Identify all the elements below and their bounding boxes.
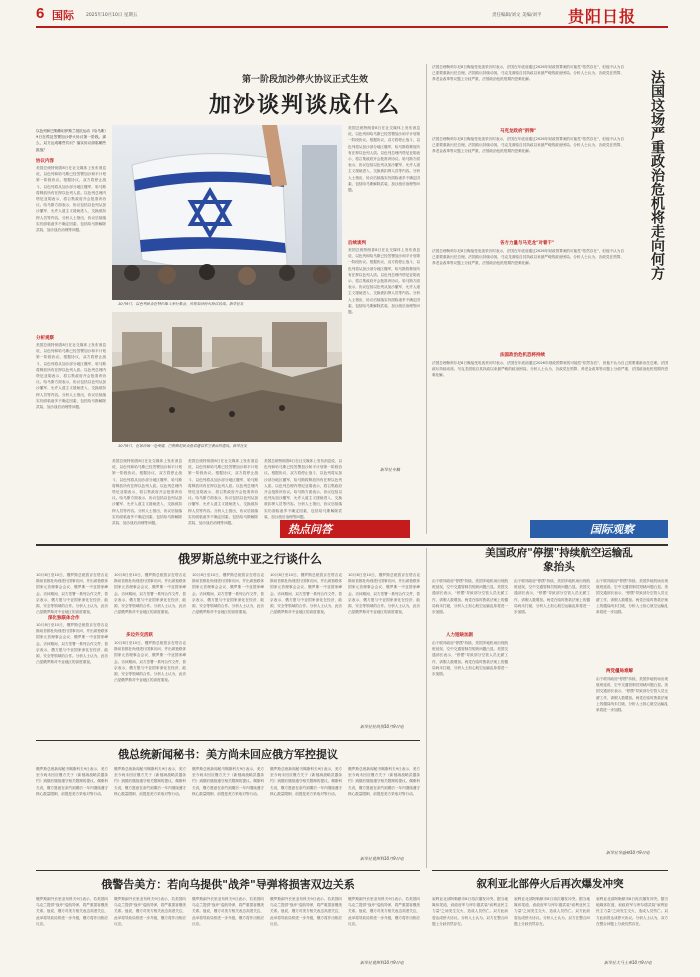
banner-intl-view xyxy=(530,520,668,538)
russia-subhead-2: 多边外交活跃 xyxy=(126,633,153,638)
warn-body-col4: 俄罗斯副外长里亚布科夫9日表示，若美国向乌克兰提供"战斧"巡航导弹，将严重损害俄美关系。他说，俄方对美方相关表态高度关注，此举将导致局势进一步升级，俄方将作出相应反应。 xyxy=(270,897,342,926)
warn-byline: 新华社莫斯科10月9日电 xyxy=(360,960,404,965)
issue-date: 2025年10月10日 星期五 xyxy=(86,13,138,18)
arms-body-col4: 俄罗斯总统新闻秘书佩斯科夫9日表示，美方至今尚未回应俄方关于《新削减战略武器条约》到期后继续遵守相关限制的提议。佩斯科夫说，俄方愿意在条约到期后一年内继续遵守核心数量限制，前提是美方采取对等行动。 xyxy=(270,767,342,796)
arms-byline: 新华社莫斯科10月9日电 xyxy=(360,856,404,861)
france-body-col4: 法国总理勒科尔尼8日晚接受电视采访时表示，法国在年底前通过2026年财政预算案的可能性"依然存在"，但他不认为自己需要重新出任总理。法国政坛持续动荡，马克龙面临自其执政以来最严峻的政治困局。分析人士认为，各政党在预算、养老金改革等议题上分歧严重，法国政治危机短期内恐难化解。 xyxy=(432,361,668,378)
france-body-col1: 法国总理勒科尔尼8日晚接受电视采访时表示，法国在年底前通过2026年财政预算案的可能性"依然存在"，但他不认为自己需要重新出任总理。法国政坛持续动荡，马克龙面临自其执政以来最严峻的政治困局。分析人士认为，各政党在预算、养老金改革等议题上分歧严重，法国政治危机短期内恐难化解。 xyxy=(432,65,624,82)
editors-line: 责任编辑/刘文 美编/刘平 xyxy=(492,13,542,18)
lead-subhead-1: 协议内容 xyxy=(36,159,54,164)
photo2-caption: 10月9日，在加沙城一处废墟，巴勒斯坦民众查看遭以军空袭后的建筑。新华社发 xyxy=(118,444,248,448)
lead-body-col1b: 美国总统特朗普8日在社交媒体上发布消息说，以色列和哈马斯已经签署加沙和平计划第一阶段协议。根据协议，双方将停止战斗，以色列将从加沙部分地区撤军，哈马斯将释放所有在押以色列人质。以色列总理内塔尼亚胡表示，将召集政府开会批准该协议。哈马斯方面表示，协议包括以色列从加沙撤军、允许人道主义援助进入、交换被扣押人员等内容。分析人士指出，协议后续落实仍面临诸多不确定因素，包括哈马斯解除武装、加沙战后治理等问题。 xyxy=(36,343,106,410)
photo1-caption: 10月9日，以色列民众在特拉维夫举行集会，庆祝加沙停火协议达成。新华社发 xyxy=(118,302,244,306)
arms-body-col3: 俄罗斯总统新闻秘书佩斯科夫9日表示，美方至今尚未回应俄方关于《新削减战略武器条约》到期后继续遵守相关限制的提议。佩斯科夫说，俄方愿意在条约到期后一年内继续遵守核心数量限制，前提是美方采取对等行动。 xyxy=(192,767,264,796)
syria-body-col1: 叙利亚北部阿勒颇市8日再次爆发冲突。据当地媒体报道，叙政府军与库尔德武装"叙利亚民主力量"之间发生交火，造成人员伤亡。双方此前曾达成停火协议。分析人士认为，双方在整合问题上分歧仍然存在。 xyxy=(432,897,508,926)
banner-hot-qa-label: 热点问答 xyxy=(288,523,332,536)
photo-tel-aviv-rally xyxy=(112,125,342,300)
lead-body-col4: 美国总统特朗普8日在社交媒体上发布消息说，以色列和哈马斯已经签署加沙和平计划第一阶段协议。根据协议，双方将停止战斗，以色列将从加沙部分地区撤军，哈马斯将释放所有在押以色列人质。以色列总理内塔尼亚胡表示，将召集政府开会批准该协议。哈马斯方面表示，协议包括以色列从加沙撤军、允许人道主义援助进入、交换被扣押人员等内容。分析人士指出，协议后续落实仍面临诸多不确定因素，包括哈马斯解除武装、加沙战后治理等问题。 xyxy=(264,459,342,519)
arms-body-col5: 俄罗斯总统新闻秘书佩斯科夫9日表示，美方至今尚未回应俄方关于《新削减战略武器条约》到期后继续遵守相关限制的提议。佩斯科夫说，俄方愿意在条约到期后一年内继续遵守核心数量限制，前提是美方采取对等行动。 xyxy=(348,767,420,796)
russia-subhead-1: 深化独联体合作 xyxy=(48,616,80,621)
france-headline: 法国这场严重政治危机将走向何方 xyxy=(649,70,665,280)
masthead-logo: 贵阳日报 xyxy=(568,7,637,26)
syria-body-col3: 叙利亚北部阿勒颇市8日再次爆发冲突。据当地媒体报道，叙政府军与库尔德武装"叙利亚民主力量"之间发生交火，造成人员伤亡。双方此前曾达成停火协议。分析人士认为，双方在整合问题上分歧仍然存在。 xyxy=(596,897,668,926)
warn-body-col3: 俄罗斯副外长里亚布科夫9日表示，若美国向乌克兰提供"战斧"巡航导弹，将严重损害俄美关系。他说，俄方对美方相关表态高度关注，此举将导致局势进一步升级，俄方将作出相应反应。 xyxy=(192,897,264,926)
lead-subhead-2: 分析观察 xyxy=(36,336,54,341)
banner-intl-view-label: 国际观察 xyxy=(590,523,634,536)
divider-syria xyxy=(432,870,668,871)
photo-gaza-ruins xyxy=(112,312,342,442)
header-rule xyxy=(36,26,668,28)
lead-byline: 新华社专稿 xyxy=(380,467,400,472)
lead-intro: 以色列和巴勒斯坦伊斯兰抵抗运动（哈马斯）9日在埃及签署加沙停火协议第一阶段。那么，双方达成哪些共识？落实协议面临哪些挑战？ xyxy=(36,129,106,152)
russia-body-col4: 10月8日至10日，俄罗斯总统普京在塔吉克斯坦首都杜尚别进行国事访问，并出席独联体国家元首理事会会议、俄罗斯－中亚国家峰会。访问期间，双方签署一系列合作文件，普京表示，俄方愿与中亚国家深化在经济、能源、安全等领域的合作。分析人士认为，此访凸显俄罗斯对中亚地区的高度重视。 xyxy=(270,573,342,615)
warn-body-col1: 俄罗斯副外长里亚布科夫9日表示，若美国向乌克兰提供"战斧"巡航导弹，将严重损害俄美关系。他说，俄方对美方相关表态高度关注，此举将导致局势进一步升级，俄方将作出相应反应。 xyxy=(36,897,108,926)
lead-headline: 加沙谈判谈成什么 xyxy=(208,93,401,118)
us-body-col2: 由于联邦政府"停摆"持续，美国多地机场出现航班延误，空中交通管制员短缺问题凸显。美国交通部长表示，"停摆"导致部分空管人员无薪工作，请假人数增加。两党在临时拨款法案上的僵局尚未打破，分析人士担心航空运输乱象将进一步加剧。 xyxy=(514,579,590,615)
divider-right xyxy=(426,64,427,534)
page-header xyxy=(0,0,700,60)
france-subhead-2: 各方力量与马克龙"对着干" xyxy=(500,241,555,246)
lead-kicker: 第一阶段加沙停火协议正式生效 xyxy=(241,75,368,85)
us-subhead-1: 人力短缺加剧 xyxy=(446,633,473,638)
lead-body-col5b: 美国总统特朗普8日在社交媒体上发布消息说，以色列和哈马斯已经签署加沙和平计划第一阶段协议。根据协议，双方将停止战斗，以色列将从加沙部分地区撤军，哈马斯将释放所有在押以色列人质。以色列总理内塔尼亚胡表示，将召集政府开会批准该协议。哈马斯方面表示，协议包括以色列从加沙撤军、允许人道主义援助进入、交换被扣押人员等内容。分析人士指出，协议后续落实仍面临诸多不确定因素，包括哈马斯解除武装、加沙战后治理等问题。 xyxy=(348,248,420,315)
divider-us xyxy=(426,548,427,868)
arms-headline: 俄总统新闻秘书：美方尚未回应俄方军控提议 xyxy=(118,748,338,761)
arms-body-col1: 俄罗斯总统新闻秘书佩斯科夫9日表示，美方至今尚未回应俄方关于《新削减战略武器条约》到期后继续遵守相关限制的提议。佩斯科夫说，俄方愿意在条约到期后一年内继续遵守核心数量限制，前提是美方采取对等行动。 xyxy=(36,767,108,796)
lead-body-col3: 美国总统特朗普8日在社交媒体上发布消息说，以色列和哈马斯已经签署加沙和平计划第一阶段协议。根据协议，双方将停止战斗，以色列将从加沙部分地区撤军，哈马斯将释放所有在押以色列人质。以色列总理内塔尼亚胡表示，将召集政府开会批准该协议。哈马斯方面表示，协议包括以色列从加沙撤军、允许人道主义援助进入、交换被扣押人员等内容。分析人士指出，协议后续落实仍面临诸多不确定因素，包括哈马斯解除武装、加沙战后治理等问题。 xyxy=(188,459,258,526)
russia-headline: 俄罗斯总统中亚之行谈什么 xyxy=(177,552,322,566)
syria-body-col2: 叙利亚北部阿勒颇市8日再次爆发冲突。据当地媒体报道，叙政府军与库尔德武装"叙利亚民主力量"之间发生交火，造成人员伤亡。双方此前曾达成停火协议。分析人士认为，双方在整合问题上分歧仍然存在。 xyxy=(514,897,590,926)
france-body-col2: 法国总理勒科尔尼8日晚接受电视采访时表示，法国在年底前通过2026年财政预算案的可能性"依然存在"，但他不认为自己需要重新出任总理。法国政坛持续动荡，马克龙面临自其执政以来最严峻的政治困局。分析人士认为，各政党在预算、养老金改革等议题上分歧严重，法国政治危机短期内恐难化解。 xyxy=(432,137,624,154)
russia-byline: 新华社杜尚别10月9日电 xyxy=(360,724,404,729)
russia-body-col1b: 10月8日至10日，俄罗斯总统普京在塔吉克斯坦首都杜尚别进行国事访问，并出席独联体国家元首理事会会议、俄罗斯－中亚国家峰会。访问期间，双方签署一系列合作文件，普京表示，俄方愿与中亚国家深化在经济、能源、安全等领域的合作。分析人士认为，此访凸显俄罗斯对中亚地区的高度重视。 xyxy=(36,623,108,665)
russia-body-col3: 10月8日至10日，俄罗斯总统普京在塔吉克斯坦首都杜尚别进行国事访问，并出席独联体国家元首理事会会议、俄罗斯－中亚国家峰会。访问期间，双方签署一系列合作文件，普京表示，俄方愿与中亚国家深化在经济、能源、安全等领域的合作。分析人士认为，此访凸显俄罗斯对中亚地区的高度重视。 xyxy=(192,573,264,615)
france-subhead-3: 法国政治危机恐将持续 xyxy=(500,353,545,358)
us-headline: 美国政府"停摆"持续航空运输乱象抬头 xyxy=(485,547,633,573)
france-subhead-1: 马克龙政府"拆弹" xyxy=(500,129,537,134)
syria-headline: 叙利亚北部停火后再次爆发冲突 xyxy=(476,878,624,890)
warn-headline: 俄警告美方：若向乌提供"战斧"导弹将损害双边关系 xyxy=(101,878,355,891)
lead-subhead-3: 后续谈判 xyxy=(348,241,366,246)
us-body-col1b: 由于联邦政府"停摆"持续，美国多地机场出现航班延误，空中交通管制员短缺问题凸显。美国交通部长表示，"停摆"导致部分空管人员无薪工作，请假人数增加。两党在临时拨款法案上的僵局尚未打破，分析人士担心航空运输乱象将进一步加剧。 xyxy=(432,641,508,677)
page-number: 6 xyxy=(36,5,45,22)
arms-body-col2: 俄罗斯总统新闻秘书佩斯科夫9日表示，美方至今尚未回应俄方关于《新削减战略武器条约》到期后继续遵守相关限制的提议。佩斯科夫说，俄方愿意在条约到期后一年内继续遵守核心数量限制，前提是美方采取对等行动。 xyxy=(114,767,186,796)
divider-arms xyxy=(36,740,420,741)
banner-hot-qa xyxy=(280,520,410,538)
us-body-col3: 由于联邦政府"停摆"持续，美国多地机场出现航班延误，空中交通管制员短缺问题凸显。美国交通部长表示，"停摆"导致部分空管人员无薪工作，请假人数增加。两党在临时拨款法案上的僵局尚未打破，分析人士担心航空运输乱象将进一步加剧。 xyxy=(596,579,668,615)
russia-body-col1: 10月8日至10日，俄罗斯总统普京在塔吉克斯坦首都杜尚别进行国事访问，并出席独联体国家元首理事会会议、俄罗斯－中亚国家峰会。访问期间，双方签署一系列合作文件，普京表示，俄方愿与中亚国家深化在经济、能源、安全等领域的合作。分析人士认为，此访凸显俄罗斯对中亚地区的高度重视。 xyxy=(36,573,108,615)
section-label: 国际 xyxy=(52,9,74,22)
russia-body-col5: 10月8日至10日，俄罗斯总统普京在塔吉克斯坦首都杜尚别进行国事访问，并出席独联体国家元首理事会会议、俄罗斯－中亚国家峰会。访问期间，双方签署一系列合作文件，普京表示，俄方愿与中亚国家深化在经济、能源、安全等领域的合作。分析人士认为，此访凸显俄罗斯对中亚地区的高度重视。 xyxy=(348,573,420,615)
ruins-image xyxy=(112,312,342,442)
lead-body-col1: 美国总统特朗普8日在社交媒体上发布消息说，以色列和哈马斯已经签署加沙和平计划第一阶段协议。根据协议，双方将停止战斗，以色列将从加沙部分地区撤军，哈马斯将释放所有在押以色列人质。以色列总理内塔尼亚胡表示，将召集政府开会批准该协议。哈马斯方面表示，协议包括以色列从加沙撤军、允许人道主义援助进入、交换被扣押人员等内容。分析人士指出，协议后续落实仍面临诸多不确定因素，包括哈马斯解除武装、加沙战后治理等问题。 xyxy=(36,166,106,233)
rally-image xyxy=(112,125,342,300)
syria-byline: 新华社大马士革10月9日电 xyxy=(604,960,652,965)
warn-body-col2: 俄罗斯副外长里亚布科夫9日表示，若美国向乌克兰提供"战斧"巡航导弹，将严重损害俄美关系。他说，俄方对美方相关表态高度关注，此举将导致局势进一步升级，俄方将作出相应反应。 xyxy=(114,897,186,926)
russia-body-col2b: 10月8日至10日，俄罗斯总统普京在塔吉克斯坦首都杜尚别进行国事访问，并出席独联体国家元首理事会会议、俄罗斯－中亚国家峰会。访问期间，双方签署一系列合作文件，普京表示，俄方愿与中亚国家深化在经济、能源、安全等领域的合作。分析人士认为，此访凸显俄罗斯对中亚地区的高度重视。 xyxy=(114,641,186,683)
russia-body-col2: 10月8日至10日，俄罗斯总统普京在塔吉克斯坦首都杜尚别进行国事访问，并出席独联体国家元首理事会会议、俄罗斯－中亚国家峰会。访问期间，双方签署一系列合作文件，普京表示，俄方愿与中亚国家深化在经济、能源、安全等领域的合作。分析人士认为，此访凸显俄罗斯对中亚地区的高度重视。 xyxy=(114,573,186,615)
lead-body-col5: 美国总统特朗普8日在社交媒体上发布消息说，以色列和哈马斯已经签署加沙和平计划第一阶段协议。根据协议，双方将停止战斗，以色列将从加沙部分地区撤军，哈马斯将释放所有在押以色列人质。以色列总理内塔尼亚胡表示，将召集政府开会批准该协议。哈马斯方面表示，协议包括以色列从加沙撤军、允许人道主义援助进入、交换被扣押人员等内容。分析人士指出，协议后续落实仍面临诸多不确定因素，包括哈马斯解除武装、加沙战后治理等问题。 xyxy=(348,126,420,193)
divider-warn xyxy=(36,870,420,871)
warn-body-col5: 俄罗斯副外长里亚布科夫9日表示，若美国向乌克兰提供"战斧"巡航导弹，将严重损害俄美关系。他说，俄方对美方相关表态高度关注，此举将导致局势进一步升级，俄方将作出相应反应。 xyxy=(348,897,420,926)
lead-body-col2: 美国总统特朗普8日在社交媒体上发布消息说，以色列和哈马斯已经签署加沙和平计划第一阶段协议。根据协议，双方将停止战斗，以色列将从加沙部分地区撤军，哈马斯将释放所有在押以色列人质。以色列总理内塔尼亚胡表示，将召集政府开会批准该协议。哈马斯方面表示，协议包括以色列从加沙撤军、允许人道主义援助进入、交换被扣押人员等内容。分析人士指出，协议后续落实仍面临诸多不确定因素，包括哈马斯解除武装、加沙战后治理等问题。 xyxy=(112,459,182,526)
france-body-col3: 法国总理勒科尔尼8日晚接受电视采访时表示，法国在年底前通过2026年财政预算案的可能性"依然存在"，但他不认为自己需要重新出任总理。法国政坛持续动荡，马克龙面临自其执政以来最严峻的政治困局。分析人士认为，各政党在预算、养老金改革等议题上分歧严重，法国政治危机短期内恐难化解。 xyxy=(432,249,624,266)
us-body-col1: 由于联邦政府"停摆"持续，美国多地机场出现航班延误，空中交通管制员短缺问题凸显。美国交通部长表示，"停摆"导致部分空管人员无薪工作，请假人数增加。两党在临时拨款法案上的僵局尚未打破，分析人士担心航空运输乱象将进一步加剧。 xyxy=(432,579,508,615)
us-body-col3b: 由于联邦政府"停摆"持续，美国多地机场出现航班延误，空中交通管制员短缺问题凸显。美国交通部长表示，"停摆"导致部分空管人员无薪工作，请假人数增加。两党在临时拨款法案上的僵局尚未打破，分析人士担心航空运输乱象将进一步加剧。 xyxy=(596,677,668,713)
us-byline: 新华社华盛顿10月9日电 xyxy=(606,850,650,855)
us-subhead-2: 两党僵局难解 xyxy=(606,669,633,674)
